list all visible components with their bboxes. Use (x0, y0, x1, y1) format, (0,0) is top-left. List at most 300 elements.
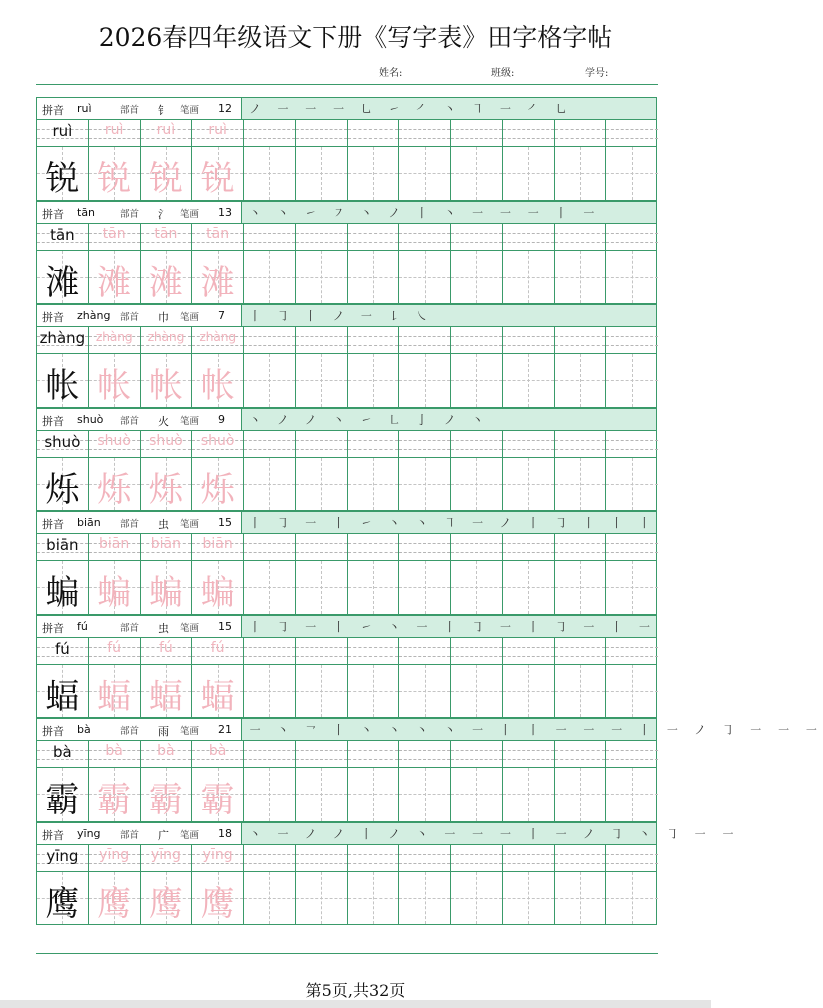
pinyin-trace: yīng (99, 846, 130, 863)
pinyin-cell (192, 534, 244, 560)
character-info-bar (36, 201, 657, 224)
character-block (36, 511, 657, 615)
radical-value: 虫 (158, 518, 169, 531)
character-trace: 霸 (200, 780, 235, 820)
character-model: 烁 (45, 469, 80, 510)
tianzige-cell (89, 147, 141, 200)
radical-label: 部首 (120, 415, 140, 427)
pinyin-label: 拼音 (42, 414, 64, 428)
stroke-count: 12 (218, 102, 232, 115)
tianzige-cell (399, 251, 451, 304)
character-info (37, 409, 242, 430)
pinyin-cell (89, 741, 141, 767)
character-model: 滩 (45, 262, 80, 303)
class-label: 班级: (491, 68, 515, 79)
tianzige-cell (296, 561, 348, 614)
tianzige-cell (503, 251, 555, 304)
tianzige-cell (606, 251, 658, 304)
pinyin-value: shuò (77, 412, 104, 426)
pinyin-cell (89, 327, 141, 353)
character-block (36, 201, 657, 305)
tianzige-cell (141, 147, 193, 200)
pinyin-cell (503, 327, 555, 353)
radical-value: 氵 (158, 207, 169, 221)
pinyin-cell (399, 534, 451, 560)
pinyin-cell (348, 534, 400, 560)
strokes-label: 笔画 (180, 208, 200, 220)
pinyin-cell (192, 638, 244, 664)
tianzige-cell (451, 665, 503, 718)
stroke-order: ㇐ 丶 ㇖ 丨 丶 丶 丶 丶 ㇐ 丨 丨 ㇐ ㇐ ㇐ 丨 ㇐ ノ ㇆ ㇐ ㇐ ㇐ (249, 723, 823, 737)
tianzige-cell (192, 354, 244, 407)
tianzige-cell (451, 458, 503, 511)
pinyin-cell (555, 327, 607, 353)
pinyin-cell (89, 845, 141, 871)
pinyin-model: yīng (46, 846, 79, 865)
character-trace: 蝠 (200, 676, 235, 717)
tianzige-cell (192, 872, 244, 925)
tianzige-cell (192, 458, 244, 511)
tianzige-cell (606, 872, 658, 925)
tianzige-cell (606, 458, 658, 511)
pinyin-trace: biān (150, 536, 181, 552)
radical-label: 部首 (120, 105, 140, 116)
tianzige-cell (451, 251, 503, 304)
pinyin-cell (503, 741, 555, 767)
pinyin-cell (192, 224, 244, 250)
character-info (37, 719, 242, 740)
pinyin-trace: shuò (149, 432, 183, 449)
pinyin-cell (503, 431, 555, 457)
character-trace: 鹰 (200, 883, 235, 924)
tianzige-cell (399, 768, 451, 821)
tianzige-cell (503, 354, 555, 407)
character-trace: 滩 (148, 262, 183, 303)
character-model: 锐 (45, 159, 80, 199)
radical-label: 部首 (120, 622, 140, 634)
page-number: 第5页,共32页 (305, 981, 406, 1000)
character-writing-row (36, 354, 657, 408)
pinyin-cell (89, 534, 141, 560)
tianzige-cell (192, 768, 244, 821)
character-info (37, 98, 242, 119)
pinyin-cell (348, 741, 400, 767)
character-info-bar (36, 615, 657, 638)
tianzige-cell (244, 872, 296, 925)
tianzige-cell (399, 872, 451, 925)
character-info (37, 512, 242, 533)
strokes-label: 笔画 (180, 622, 200, 634)
pinyin-cell (37, 431, 89, 457)
tianzige-cell (348, 251, 400, 304)
character-trace: 蝙 (200, 573, 235, 613)
pinyin-writing-row (36, 534, 657, 561)
pinyin-cell (606, 845, 658, 871)
tianzige-cell (89, 665, 141, 718)
pinyin-cell (399, 845, 451, 871)
pinyin-cell (451, 845, 503, 871)
character-trace: 蝠 (148, 676, 183, 717)
tianzige-cell (555, 768, 607, 821)
pinyin-cell (399, 120, 451, 146)
tianzige-cell (244, 561, 296, 614)
pinyin-cell (606, 327, 658, 353)
stroke-order: 丨 ㇆ ㇐ 丨 ㇀ 丶 丶 ㇕ ㇐ ノ 丨 ㇆ 丨 丨 丨 (249, 516, 657, 530)
stroke-order: 丨 ㇆ 丨 ノ ㇐ ㇙ ㇏ (249, 309, 434, 323)
tianzige-cell (89, 251, 141, 304)
tianzige-cell (399, 354, 451, 407)
radical-value: 雨 (158, 725, 169, 738)
pinyin-cell (555, 845, 607, 871)
tianzige-cell (451, 147, 503, 200)
pinyin-trace: zhàng (147, 329, 185, 344)
pinyin-cell (296, 741, 348, 767)
pinyin-cell (555, 534, 607, 560)
pinyin-trace: bà (208, 743, 227, 759)
pinyin-trace: tān (154, 225, 178, 242)
pinyin-trace: tān (206, 225, 230, 242)
pinyin-cell (89, 120, 141, 146)
pinyin-cell (503, 638, 555, 664)
tianzige-cell (451, 561, 503, 614)
pinyin-label: 拼音 (42, 518, 64, 531)
tianzige-cell (348, 872, 400, 925)
pinyin-cell (399, 638, 451, 664)
character-trace: 蝠 (97, 676, 132, 717)
tianzige-cell (348, 354, 400, 407)
tianzige-cell (555, 354, 607, 407)
tianzige-cell (37, 665, 89, 718)
pinyin-writing-row (36, 741, 657, 768)
pinyin-cell (348, 224, 400, 250)
pinyin-value: tān (77, 205, 96, 219)
footer-divider (36, 953, 658, 954)
tianzige-cell (244, 458, 296, 511)
tianzige-cell (141, 665, 193, 718)
character-trace: 帐 (97, 366, 132, 406)
pinyin-label: 拼音 (42, 104, 64, 117)
tianzige-cell (503, 561, 555, 614)
character-block (36, 408, 657, 512)
character-trace: 锐 (148, 159, 183, 199)
tianzige-cell (348, 561, 400, 614)
tianzige-cell (37, 458, 89, 511)
character-info-bar (36, 304, 657, 327)
pinyin-value: yīng (77, 826, 101, 840)
character-trace: 帐 (200, 366, 235, 406)
pinyin-cell (141, 845, 193, 871)
pinyin-cell (296, 224, 348, 250)
pinyin-model: zhàng (39, 329, 86, 347)
tianzige-cell (141, 872, 193, 925)
stroke-count: 21 (218, 723, 232, 736)
character-writing-row (36, 147, 657, 201)
pinyin-cell (37, 534, 89, 560)
pinyin-trace: biān (99, 536, 130, 552)
pinyin-writing-row (36, 638, 657, 665)
pinyin-cell (606, 120, 658, 146)
character-trace: 滩 (200, 262, 235, 303)
pinyin-cell (451, 638, 503, 664)
tianzige-cell (192, 665, 244, 718)
character-info-bar (36, 408, 657, 431)
tianzige-cell (606, 768, 658, 821)
pinyin-cell (296, 638, 348, 664)
pinyin-label: 拼音 (42, 311, 64, 324)
pinyin-cell (399, 224, 451, 250)
pinyin-trace: fú (158, 639, 173, 656)
pinyin-cell (348, 845, 400, 871)
pinyin-label: 拼音 (42, 828, 64, 842)
strokes-label: 笔画 (180, 726, 200, 737)
pinyin-value: zhàng (77, 309, 111, 322)
tianzige-cell (192, 251, 244, 304)
character-trace: 鹰 (97, 883, 132, 924)
pinyin-value: ruì (77, 102, 92, 115)
pinyin-cell (451, 534, 503, 560)
character-model: 霸 (45, 780, 80, 820)
pinyin-cell (606, 224, 658, 250)
pinyin-label: 拼音 (42, 207, 64, 221)
character-model: 蝙 (45, 573, 80, 613)
pinyin-cell (451, 741, 503, 767)
pinyin-trace: fú (210, 639, 225, 656)
pinyin-cell (37, 845, 89, 871)
strokes-label: 笔画 (180, 105, 200, 116)
stroke-count: 7 (218, 309, 225, 322)
pinyin-cell (606, 638, 658, 664)
tianzige-cell (296, 147, 348, 200)
stroke-count: 13 (218, 205, 232, 219)
radical-value: 火 (158, 414, 169, 428)
pinyin-trace: zhàng (95, 329, 133, 344)
strokes-label: 笔画 (180, 415, 200, 427)
tianzige-cell (296, 665, 348, 718)
pinyin-cell (192, 741, 244, 767)
pinyin-cell (503, 120, 555, 146)
stroke-order: 丨 ㇆ ㇐ 丨 ㇀ 丶 ㇐ 丨 ㇆ ㇐ 丨 ㇆ ㇐ 丨 ㇐ (249, 619, 657, 634)
pinyin-cell (141, 741, 193, 767)
character-info (37, 616, 242, 637)
pinyin-cell (348, 327, 400, 353)
tianzige-cell (451, 354, 503, 407)
character-info-bar (36, 97, 657, 120)
character-writing-row (36, 251, 657, 305)
pinyin-trace: ruì (104, 122, 124, 138)
tianzige-cell (296, 872, 348, 925)
tianzige-cell (399, 458, 451, 511)
radical-label: 部首 (120, 726, 140, 737)
pinyin-cell (89, 224, 141, 250)
character-info (37, 823, 242, 844)
radical-value: 虫 (158, 621, 169, 635)
tianzige-cell (451, 872, 503, 925)
character-writing-row (36, 458, 657, 512)
pinyin-cell (192, 431, 244, 457)
tianzige-cell (555, 251, 607, 304)
pinyin-trace: fú (107, 639, 122, 656)
pinyin-cell (555, 120, 607, 146)
page-title: 2026春四年级语文下册《写字表》田字格字帖 (98, 23, 613, 52)
pinyin-writing-row (36, 120, 657, 147)
tianzige-cell (399, 561, 451, 614)
character-info (37, 202, 242, 223)
stroke-order: 丶 ㇐ ノ ノ 丨 ノ 丶 ㇐ ㇐ ㇐ 丨 ㇐ ノ ㇆ 丶 ㇆ ㇐ ㇐ (249, 826, 740, 841)
tianzige-cell (192, 561, 244, 614)
pinyin-cell (244, 120, 296, 146)
pinyin-cell (141, 638, 193, 664)
header-divider (36, 84, 658, 85)
tianzige-cell (37, 354, 89, 407)
tianzige-cell (244, 147, 296, 200)
tianzige-cell (555, 872, 607, 925)
tianzige-cell (555, 147, 607, 200)
tianzige-cell (244, 354, 296, 407)
tianzige-cell (555, 561, 607, 614)
pinyin-cell (244, 638, 296, 664)
character-trace: 烁 (148, 469, 183, 510)
tianzige-cell (348, 147, 400, 200)
radical-label: 部首 (120, 208, 140, 220)
tianzige-cell (296, 768, 348, 821)
tianzige-cell (296, 354, 348, 407)
pinyin-model: ruì (52, 122, 73, 140)
pinyin-trace: bà (157, 743, 175, 759)
pinyin-cell (399, 327, 451, 353)
character-trace: 锐 (97, 159, 132, 199)
pinyin-cell (192, 120, 244, 146)
pinyin-value: bà (77, 723, 91, 736)
pinyin-cell (244, 534, 296, 560)
radical-label: 部首 (120, 519, 140, 530)
pinyin-cell (244, 845, 296, 871)
tianzige-cell (244, 768, 296, 821)
tianzige-cell (503, 872, 555, 925)
tianzige-cell (348, 768, 400, 821)
pinyin-cell (192, 845, 244, 871)
tianzige-cell (606, 354, 658, 407)
pinyin-cell (503, 534, 555, 560)
pinyin-cell (37, 638, 89, 664)
character-trace: 烁 (200, 469, 235, 510)
tianzige-cell (37, 768, 89, 821)
pinyin-model: tān (50, 225, 75, 244)
pinyin-cell (37, 120, 89, 146)
pinyin-writing-row (36, 845, 657, 872)
character-block (36, 822, 740, 926)
tianzige-cell (399, 665, 451, 718)
pinyin-cell (141, 431, 193, 457)
pinyin-cell (348, 638, 400, 664)
pinyin-trace: yīng (202, 846, 233, 863)
tianzige-cell (37, 251, 89, 304)
tianzige-cell (89, 354, 141, 407)
pinyin-trace: shuò (200, 432, 235, 449)
tianzige-cell (296, 251, 348, 304)
pinyin-value: biān (77, 516, 101, 529)
tianzige-cell (244, 251, 296, 304)
character-writing-row (36, 665, 657, 719)
character-trace: 霸 (97, 780, 132, 820)
pinyin-cell (141, 224, 193, 250)
pinyin-cell (399, 741, 451, 767)
pinyin-trace: ruì (156, 122, 176, 138)
character-trace: 锐 (200, 159, 235, 199)
stroke-count: 9 (218, 412, 225, 426)
pinyin-cell (555, 431, 607, 457)
pinyin-model: biān (46, 536, 79, 554)
pinyin-model: fú (54, 639, 70, 658)
pinyin-cell (555, 741, 607, 767)
pinyin-writing-row (36, 327, 657, 354)
stroke-order: 丶 ノ ノ 丶 ㇀ ㇗ 亅 ノ 丶 (249, 412, 490, 427)
tianzige-cell (89, 768, 141, 821)
pinyin-cell (37, 741, 89, 767)
pinyin-cell (244, 741, 296, 767)
character-trace: 帐 (148, 366, 183, 406)
pinyin-cell (503, 845, 555, 871)
tianzige-cell (244, 665, 296, 718)
pinyin-trace: shuò (97, 432, 131, 449)
character-info-bar (36, 718, 823, 741)
pinyin-cell (141, 534, 193, 560)
pinyin-cell (348, 431, 400, 457)
character-block (36, 304, 657, 408)
character-trace: 滩 (97, 262, 132, 303)
character-model: 鹰 (45, 883, 80, 924)
tianzige-cell (503, 665, 555, 718)
pinyin-label: 拼音 (42, 725, 64, 738)
pinyin-trace: ruì (208, 122, 227, 138)
pinyin-cell (348, 120, 400, 146)
stroke-count: 18 (218, 826, 232, 840)
pinyin-writing-row (36, 431, 657, 458)
tianzige-cell (399, 147, 451, 200)
pinyin-cell (451, 120, 503, 146)
pinyin-trace: biān (202, 536, 233, 552)
pinyin-cell (296, 431, 348, 457)
character-trace: 鹰 (148, 883, 183, 924)
tianzige-cell (555, 665, 607, 718)
tianzige-cell (89, 458, 141, 511)
tianzige-cell (606, 147, 658, 200)
pinyin-cell (296, 120, 348, 146)
radical-value: 巾 (158, 311, 169, 324)
character-block (36, 97, 657, 201)
pinyin-cell (296, 327, 348, 353)
character-writing-row (36, 872, 657, 926)
tianzige-cell (503, 768, 555, 821)
character-trace: 霸 (148, 780, 183, 820)
strokes-label: 笔画 (180, 519, 200, 530)
character-trace: 蝙 (97, 573, 132, 613)
tianzige-cell (192, 147, 244, 200)
pinyin-cell (37, 327, 89, 353)
pinyin-model: bà (53, 743, 72, 761)
pinyin-cell (399, 431, 451, 457)
tianzige-cell (348, 665, 400, 718)
student-id-label: 学号: (585, 68, 609, 79)
character-model: 帐 (45, 366, 80, 406)
tianzige-cell (296, 458, 348, 511)
tianzige-cell (37, 872, 89, 925)
tianzige-cell (141, 458, 193, 511)
strokes-label: 笔画 (180, 312, 200, 323)
tianzige-cell (89, 872, 141, 925)
pinyin-trace: tān (102, 225, 126, 242)
stroke-count: 15 (218, 619, 232, 633)
pinyin-trace: zhàng (199, 329, 236, 344)
